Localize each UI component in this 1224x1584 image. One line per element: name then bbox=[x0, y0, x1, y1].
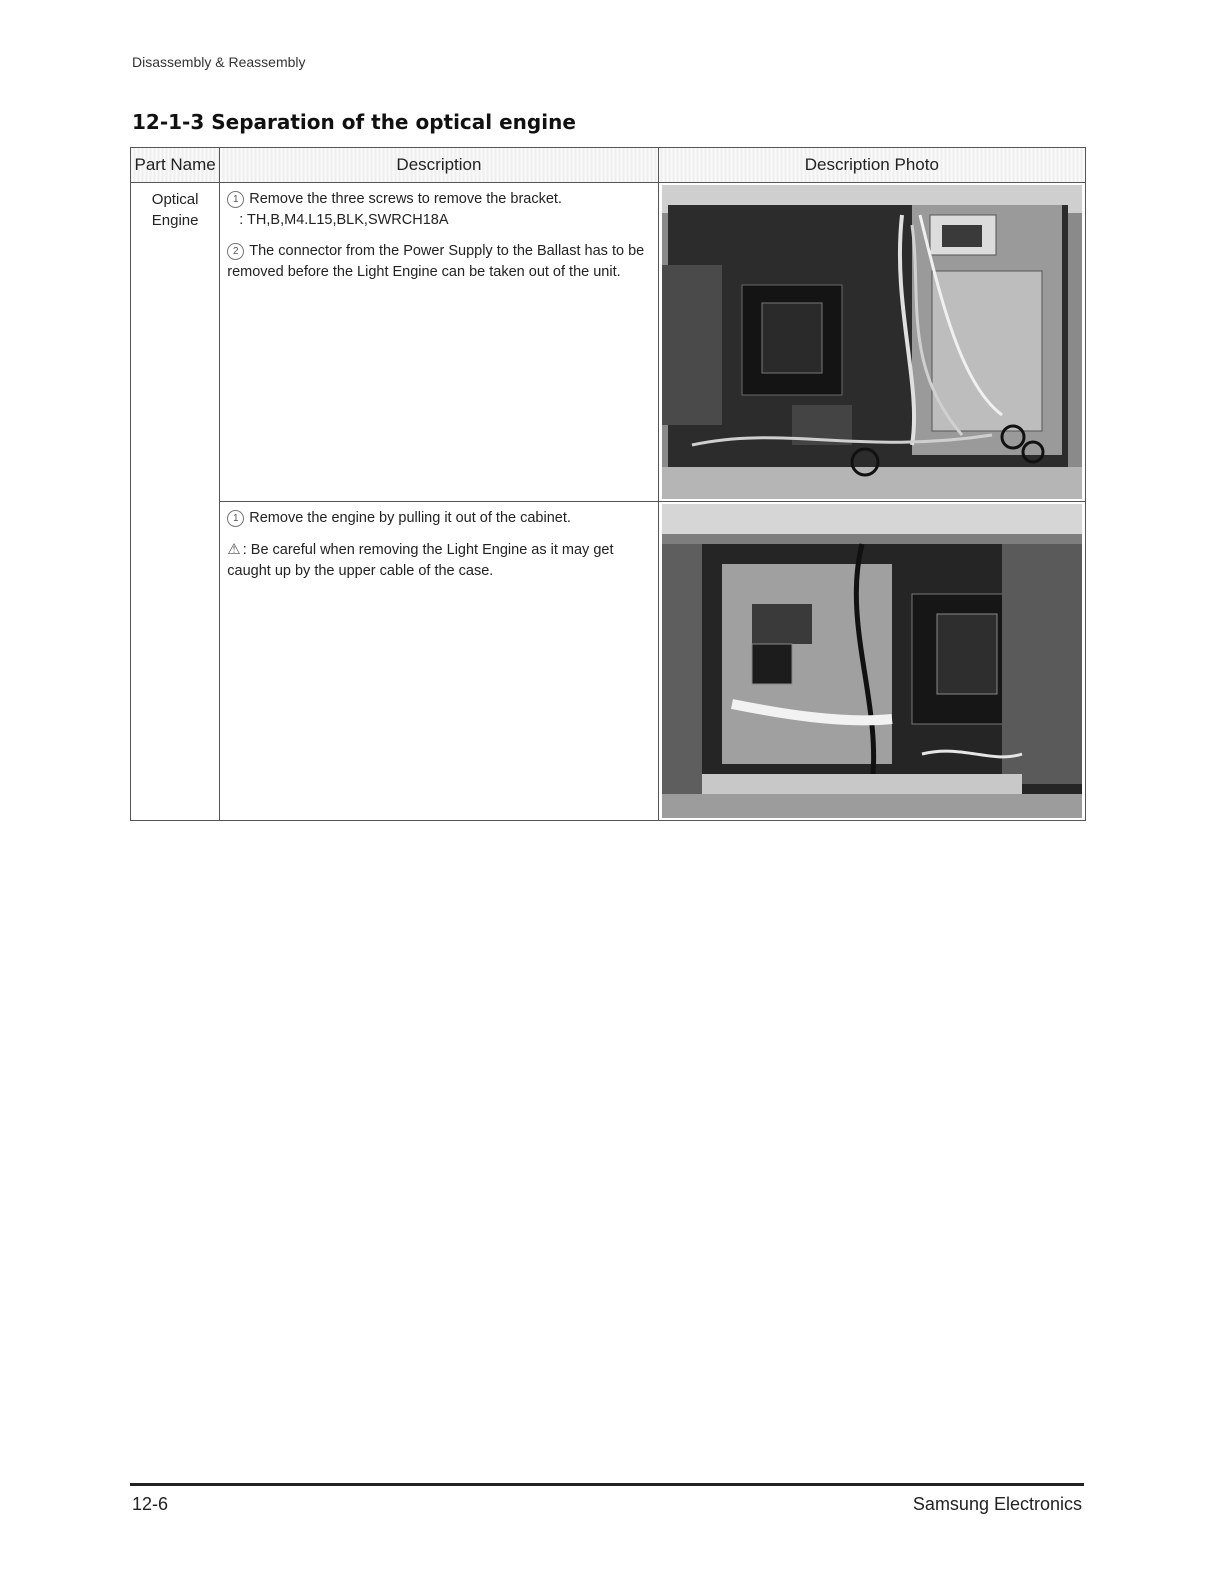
table-row bbox=[131, 502, 1086, 821]
footer-rule bbox=[130, 1483, 1084, 1486]
section-title: 12-1-3 Separation of the optical engine bbox=[132, 110, 576, 134]
step-1 bbox=[227, 189, 651, 231]
step-number-badge: 1 bbox=[227, 191, 244, 208]
step-number-badge: 1 bbox=[227, 510, 244, 527]
page-number: 12-6 bbox=[132, 1494, 169, 1514]
engine-removal-photo bbox=[662, 504, 1082, 818]
screw-spec: : TH,B,M4.L15,BLK,SWRCH18A bbox=[239, 212, 449, 228]
description-cell-2 bbox=[220, 502, 658, 821]
warning-triangle-icon: ⚠ bbox=[227, 541, 241, 558]
photo-cell-1 bbox=[658, 183, 1085, 502]
step-text: The connector from the Power Supply to the Ballast has to be removed before the Light Engine can be taken out of the unit. bbox=[227, 243, 645, 280]
optical-engine-rear-photo bbox=[662, 185, 1082, 499]
step-2 bbox=[227, 241, 651, 283]
part-name-cell bbox=[131, 183, 220, 821]
caution-note bbox=[227, 539, 651, 582]
running-head: Disassembly & Reassembly bbox=[132, 54, 306, 70]
footer-brand: Samsung Electronics bbox=[912, 1494, 1082, 1514]
part-name-line2: Engine bbox=[151, 212, 199, 229]
table-row bbox=[131, 183, 1086, 502]
table-header-row bbox=[131, 148, 1086, 183]
description-cell-1 bbox=[220, 183, 658, 502]
disassembly-table bbox=[130, 147, 1086, 821]
step-1 bbox=[227, 508, 651, 529]
part-name-line1: Optical bbox=[151, 191, 199, 208]
step-text: Remove the engine by pulling it out of the cabinet. bbox=[249, 510, 571, 526]
photo-cell-2 bbox=[658, 502, 1085, 821]
step-text: Remove the three screws to remove the bracket. bbox=[249, 191, 562, 207]
step-number-badge: 2 bbox=[227, 243, 244, 260]
caution-text: : Be careful when removing the Light Engine as it may get caught up by the upper cable of the case. bbox=[227, 542, 614, 579]
header-description-photo: Description Photo bbox=[658, 148, 1085, 183]
header-description: Description bbox=[220, 148, 658, 183]
header-part-name: Part Name bbox=[131, 148, 220, 183]
